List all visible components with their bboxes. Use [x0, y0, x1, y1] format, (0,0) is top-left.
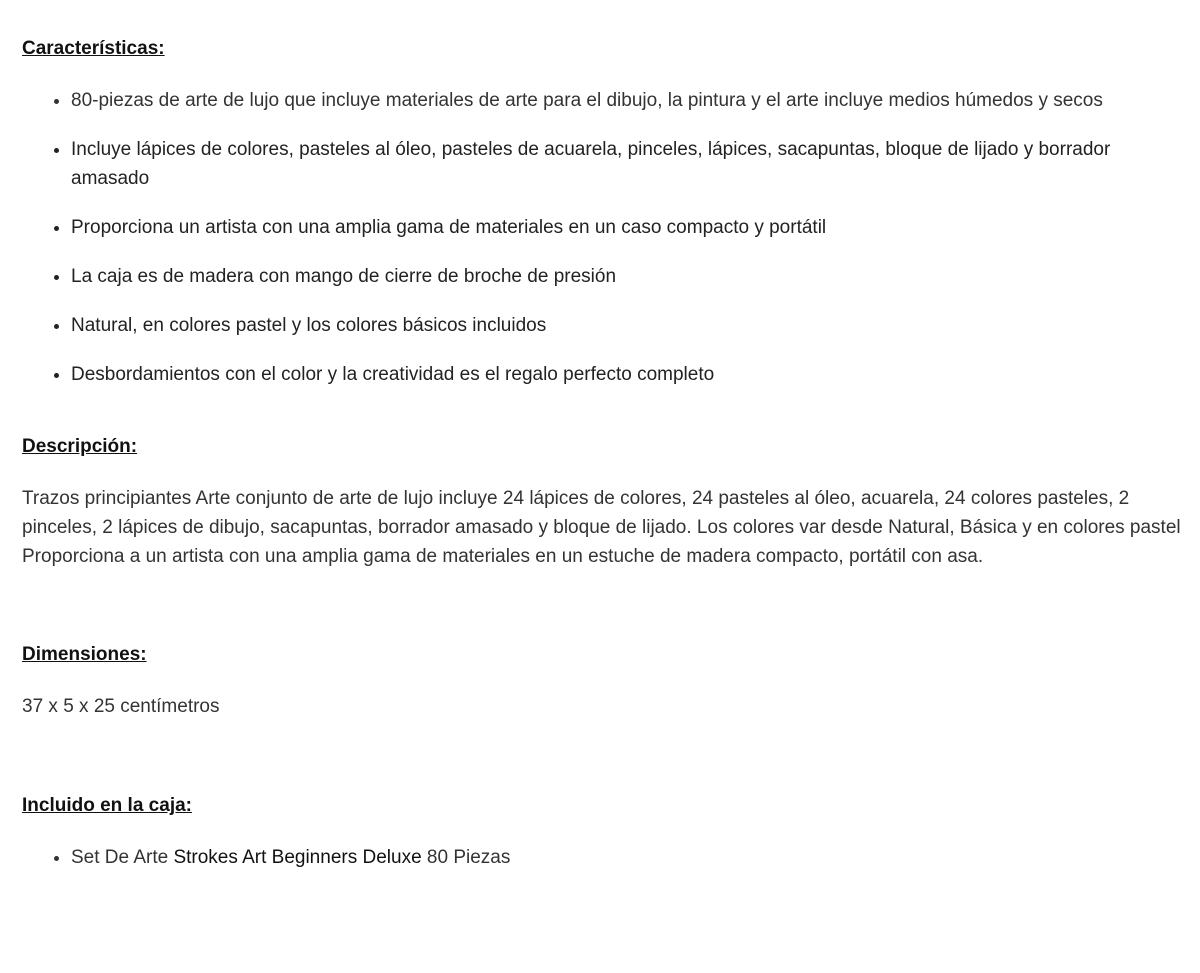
box-item-suffix: 80 Piezas [421, 847, 511, 868]
box-contents-heading: Incluido en la caja: [22, 795, 192, 816]
description-text: Trazos principiantes Arte conjunto de arte de lujo incluye 24 lápices de colores, 24 pasteles al óleo, acuarela, 24 colores pasteles, 2 pinceles, 2 lápices de dibujo, sacapuntas, borrador amasado y bloque de lijado. Los colores var desde Natural, Básica y en colores pastel Proporciona a un artista con una amplia gama de materiales en un estuche de madera compacto, portátil con asa. [22, 488, 1181, 567]
description-section [22, 434, 1182, 571]
feature-item: • Proporciona un artista con una amplia gama de materiales en un caso compacto y portátil [71, 213, 1182, 242]
feature-item: • 80-piezas de arte de lujo que incluye materiales de arte para el dibujo, la pintura y el arte incluye medios húmedos y secos [71, 86, 1182, 115]
box-item [71, 843, 1182, 872]
box-item-name: Strokes Art Beginners Deluxe [173, 847, 422, 868]
feature-item: • La caja es de madera con mango de cierre de broche de presión [71, 262, 1182, 291]
box-item-prefix: Set De Arte [71, 847, 174, 868]
features-heading: Características: [22, 38, 165, 59]
product-details [22, 36, 1182, 892]
feature-item: • Incluye lápices de colores, pasteles al óleo, pasteles de acuarela, pinceles, lápices, sacapuntas, bloque de lijado y borrador amasado [71, 135, 1182, 193]
feature-item: • Natural, en colores pastel y los colores básicos incluidos [71, 311, 1182, 340]
feature-item: • Desbordamientos con el color y la creatividad es el regalo perfecto completo [71, 360, 1182, 389]
box-contents-list [22, 843, 1182, 872]
dimensions-text: 37 x 5 x 25 centímetros [22, 696, 220, 717]
description-heading: Descripción: [22, 436, 138, 457]
features-section [22, 36, 1182, 389]
features-list [22, 86, 1182, 389]
dimensions-section [22, 642, 1182, 721]
dimensions-heading: Dimensiones: [22, 644, 147, 665]
box-contents-section [22, 793, 1182, 872]
